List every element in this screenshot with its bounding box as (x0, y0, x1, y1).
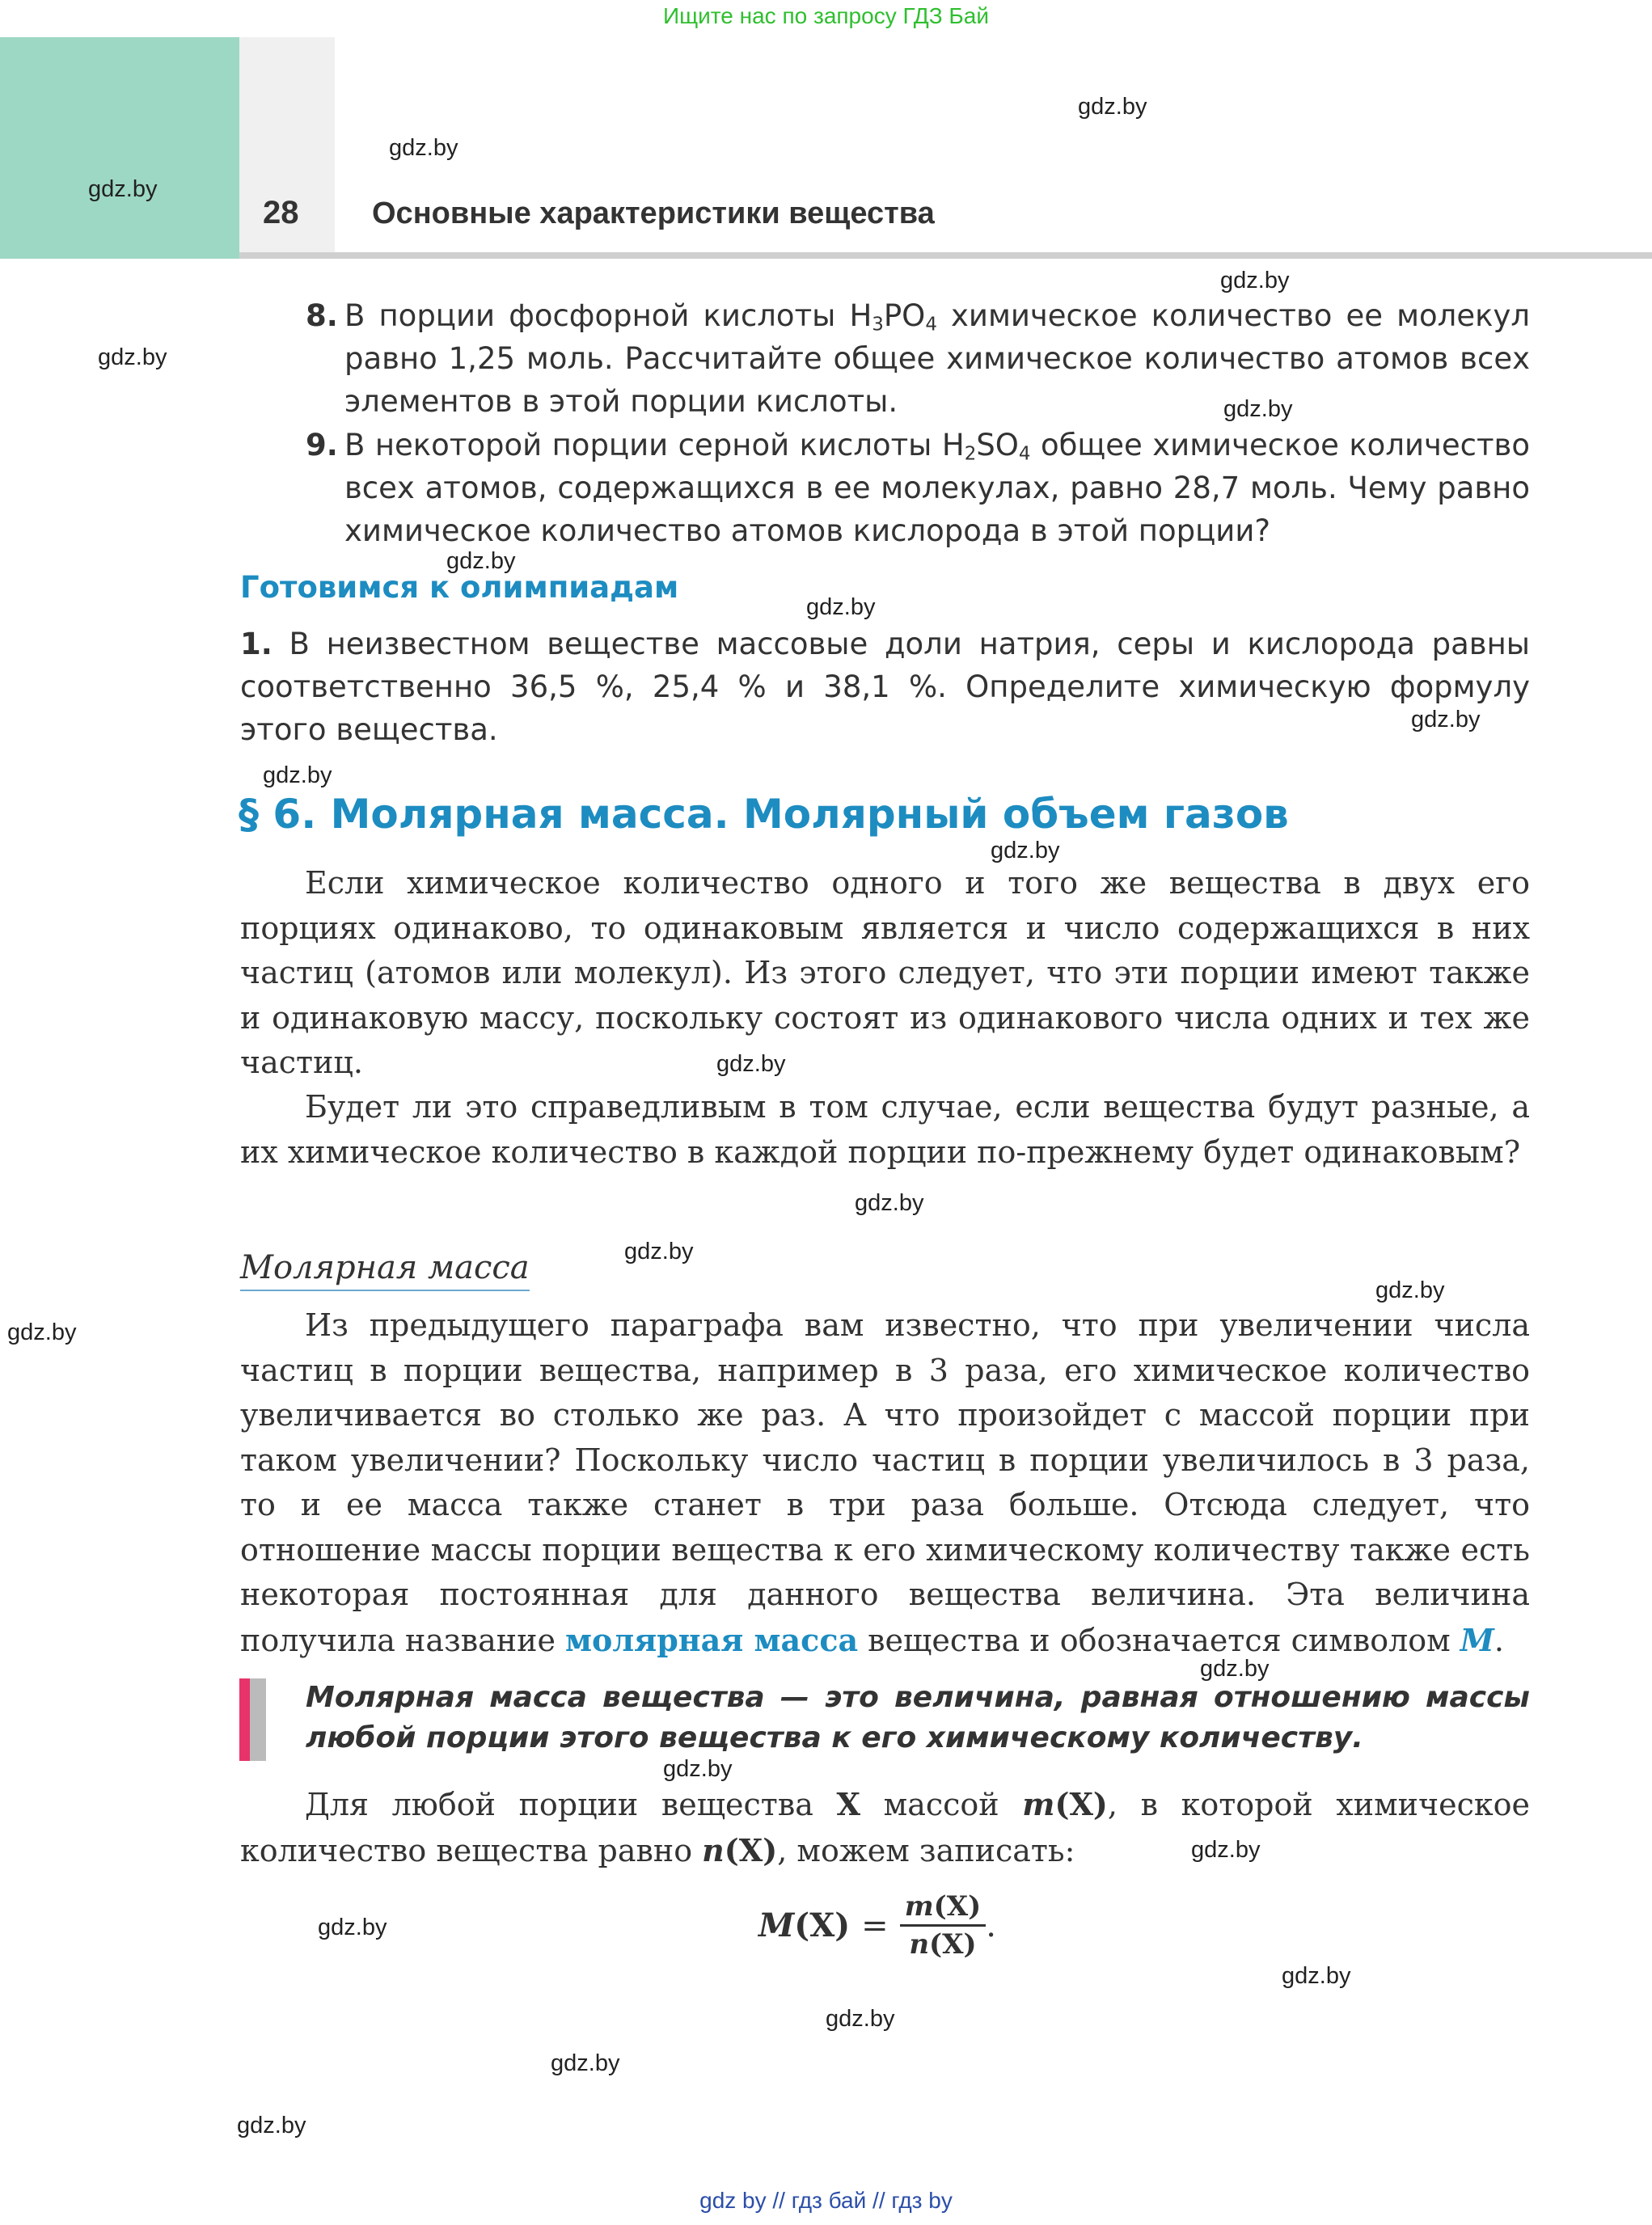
task-number: 8. (306, 298, 338, 333)
watermark: gdz.by (1220, 268, 1290, 293)
task-item (306, 294, 1530, 423)
chapter-title: Основные характеристики вещества (372, 196, 935, 230)
watermark: gdz.by (855, 1190, 924, 1216)
footer-links: gdz by // гдз бай // гдз by (699, 2188, 953, 2213)
watermark: gdz.by (663, 1756, 733, 1782)
header-color-block (0, 37, 239, 259)
watermark: gdz.by (1375, 1277, 1445, 1303)
header-divider (239, 252, 1652, 259)
task-number: 9. (306, 428, 338, 462)
task-text: В некоторой порции серной кислоты $H_2SO_4$ общее химическое количество всех атомов, содержащихся в ее молекулах, равно 28,7 моль. Чему равно химическое количество атомов кислорода в этой порции? (344, 428, 1530, 548)
watermark: gdz.by (1191, 1837, 1261, 1863)
definition-marker (239, 1678, 250, 1761)
watermark: gdz.by (88, 176, 158, 202)
watermark: gdz.by (991, 838, 1060, 863)
olympiad-heading: Готовимся к олимпиадам (240, 570, 679, 605)
watermark: gdz.by (806, 594, 876, 620)
definition-marker-shadow (250, 1678, 266, 1761)
task-text: В порции фосфорной кислоты $H_3PO_4$ химическое количество ее молекул равно 1,25 моль. Рассчитайте общее химическое количество атомов всех элементов в этой порции кислоты. (344, 298, 1530, 419)
paragraph: Будет ли это справедливым в том случае, если вещества будут разные, а их химическое количество в каждой порции по-прежнему будет одинаковым? (240, 1089, 1530, 1170)
watermark: gdz.by (1200, 1656, 1270, 1682)
watermark: gdz.by (263, 762, 332, 788)
key-term: молярная масса (565, 1621, 859, 1658)
watermark: gdz.by (1282, 1963, 1351, 1989)
watermark: gdz.by (551, 2050, 620, 2076)
watermark: gdz.by (1411, 707, 1481, 733)
section-title: § 6. Молярная масса. Молярный объем газов (239, 791, 1289, 838)
paragraph: Если химическое количество одного и того же вещества в двух его порциях одинаково, то одинаковым является и число содержащихся в них частиц (атомов или молекул). Из этого следует, что эти порции имеют также и одинаковую массу, поскольку состоят из одинакового числа одних и тех же частиц. (240, 865, 1530, 1080)
watermark: gdz.by (1078, 94, 1147, 120)
olympiad-task-text: В неизвестном веществе массовые доли натрия, серы и кислорода равны соответственно 36,5 %, 25,4 % и 38,1 %. Определите химическую формулу этого вещества. (240, 627, 1531, 747)
watermark: gdz.by (1223, 396, 1293, 422)
definition-text: Молярная масса вещества — это величина, равная отношению массы любой порции этого вещества к его химическому количеству. (306, 1681, 1530, 1754)
task-item (306, 424, 1530, 552)
watermark: gdz.by (716, 1051, 786, 1077)
symbol-M: M (1460, 1621, 1494, 1658)
watermark: gdz.by (624, 1239, 694, 1264)
watermark: gdz.by (237, 2113, 306, 2138)
watermark: gdz.by (446, 548, 516, 574)
watermark: gdz.by (318, 1915, 387, 1940)
watermark: gdz.by (389, 135, 458, 161)
search-hint-banner: Ищите нас по запросу ГДЗ Бай (662, 3, 990, 28)
paragraph: Из предыдущего параграфа вам известно, что при увеличении числа частиц в порции вещества, например в 3 раза, его химическое количество увеличивается во столько же раз. А что произойдет с массой порции при таком увеличении? Поскольку число частиц в порции увеличилось в 3 раза, то и ее масса также станет в три раза больше. Отсюда следует, что отношение массы порции вещества к его химическому количеству также есть некоторая постоянная для данного вещества величина. Эта величина получила название молярная масса вещества и обозначается символом M. (240, 1307, 1530, 1658)
watermark: gdz.by (826, 2006, 895, 2032)
olympiad-task (240, 623, 1530, 751)
subsection-heading: Молярная масса (240, 1249, 530, 1291)
page-number: 28 (263, 195, 299, 230)
formula-fraction: $\frac{m(X)}{n(X)}$ (900, 1890, 987, 1961)
watermark: gdz.by (98, 344, 167, 370)
molar-mass-formula: M (X) = $\frac{m(X)}{n(X)}$ . (758, 1890, 996, 1961)
paragraph: Для любой порции вещества X массой m(X), в которой химическое количество вещества равно n(X), можем записать: (240, 1786, 1530, 1868)
olympiad-task-number: 1. (240, 627, 273, 661)
watermark: gdz.by (7, 1319, 77, 1345)
